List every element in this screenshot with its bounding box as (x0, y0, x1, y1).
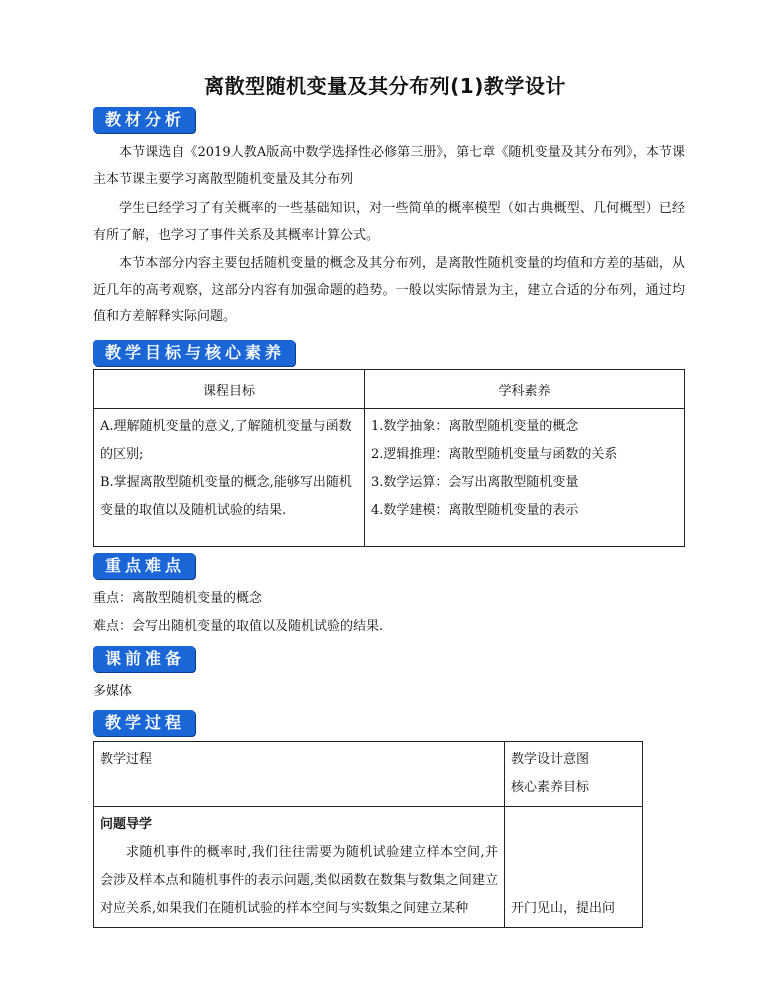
course-goal-a: A.理解随机变量的意义,了解随机变量与函数的区别; (100, 419, 352, 462)
literacy-item-1: 1.数学抽象：离散型随机变量的概念 (371, 419, 579, 434)
process-table (93, 741, 643, 928)
section-heading-key-points: 重点难点 (93, 553, 195, 579)
goals-header-course: 课程目标 (94, 370, 365, 409)
section-heading-process: 教学过程 (93, 710, 195, 736)
process-row-text: 求随机事件的概率时,我们往往需要为随机试验建立样本空间,并会涉及样本点和随机事件的表示问题,类似函数在数集与数集之间建立对应关系,如果我们在随机试验的样本空间与实数集之间建立某种 (100, 845, 498, 916)
goals-table (93, 369, 685, 547)
course-goals-cell (94, 409, 365, 547)
literacy-cell (365, 409, 685, 547)
literacy-item-2: 2.逻辑推理：离散型随机变量与函数的关系 (371, 447, 618, 462)
course-goal-b: B.掌握离散型随机变量的概念,能够写出随机变量的取值以及随机试验的结果. (100, 475, 352, 518)
process-header-left: 教学过程 (94, 742, 505, 807)
difficulty-text: 难点：会写出随机变量的取值以及随机试验的结果. (93, 619, 384, 634)
preparation-text: 多媒体 (93, 684, 133, 699)
page-title: 离散型随机变量及其分布列(1)教学设计 (204, 74, 566, 98)
process-header-right (505, 742, 643, 807)
key-point-text: 重点：离散型随机变量的概念 (93, 591, 263, 606)
process-row-content (94, 807, 505, 928)
literacy-item-3: 3.数学运算：会写出离散型随机变量 (371, 475, 579, 490)
section-heading-textbook-analysis: 教材分析 (93, 107, 195, 133)
literacy-item-4: 4.数学建模：离散型随机变量的表示 (371, 503, 579, 518)
paragraph-textbook-3: 本节本部分内容主要包括随机变量的概念及其分布列，是离散性随机变量的均值和方差的基础，从近几年的高考观察，这部分内容有加强命题的趋势。一般以实际情景为主，建立合适的分布列，通过均值和方差解释实际问题。 (93, 256, 685, 324)
process-header-intent: 教学设计意图 (511, 752, 590, 767)
goals-header-literacy: 学科素养 (365, 370, 685, 409)
paragraph-textbook-1: 本节课选自《2019人教A版高中数学选择性必修第三册》，第七章《随机变量及其分布列》，本节课主本节课主要学习离散型随机变量及其分布列 (93, 145, 685, 187)
process-row-title: 问题导学 (100, 817, 153, 832)
process-row-intent: 开门见山，提出问 (505, 807, 643, 928)
section-heading-preparation: 课前准备 (93, 646, 195, 672)
section-heading-goals: 教学目标与核心素养 (93, 340, 295, 366)
process-header-literacy: 核心素养目标 (511, 780, 590, 795)
paragraph-textbook-2: 学生已经学习了有关概率的一些基础知识，对一些简单的概率模型（如古典概型、几何概型）已经有所了解，也学习了事件关系及其概率计算公式。 (93, 201, 685, 243)
